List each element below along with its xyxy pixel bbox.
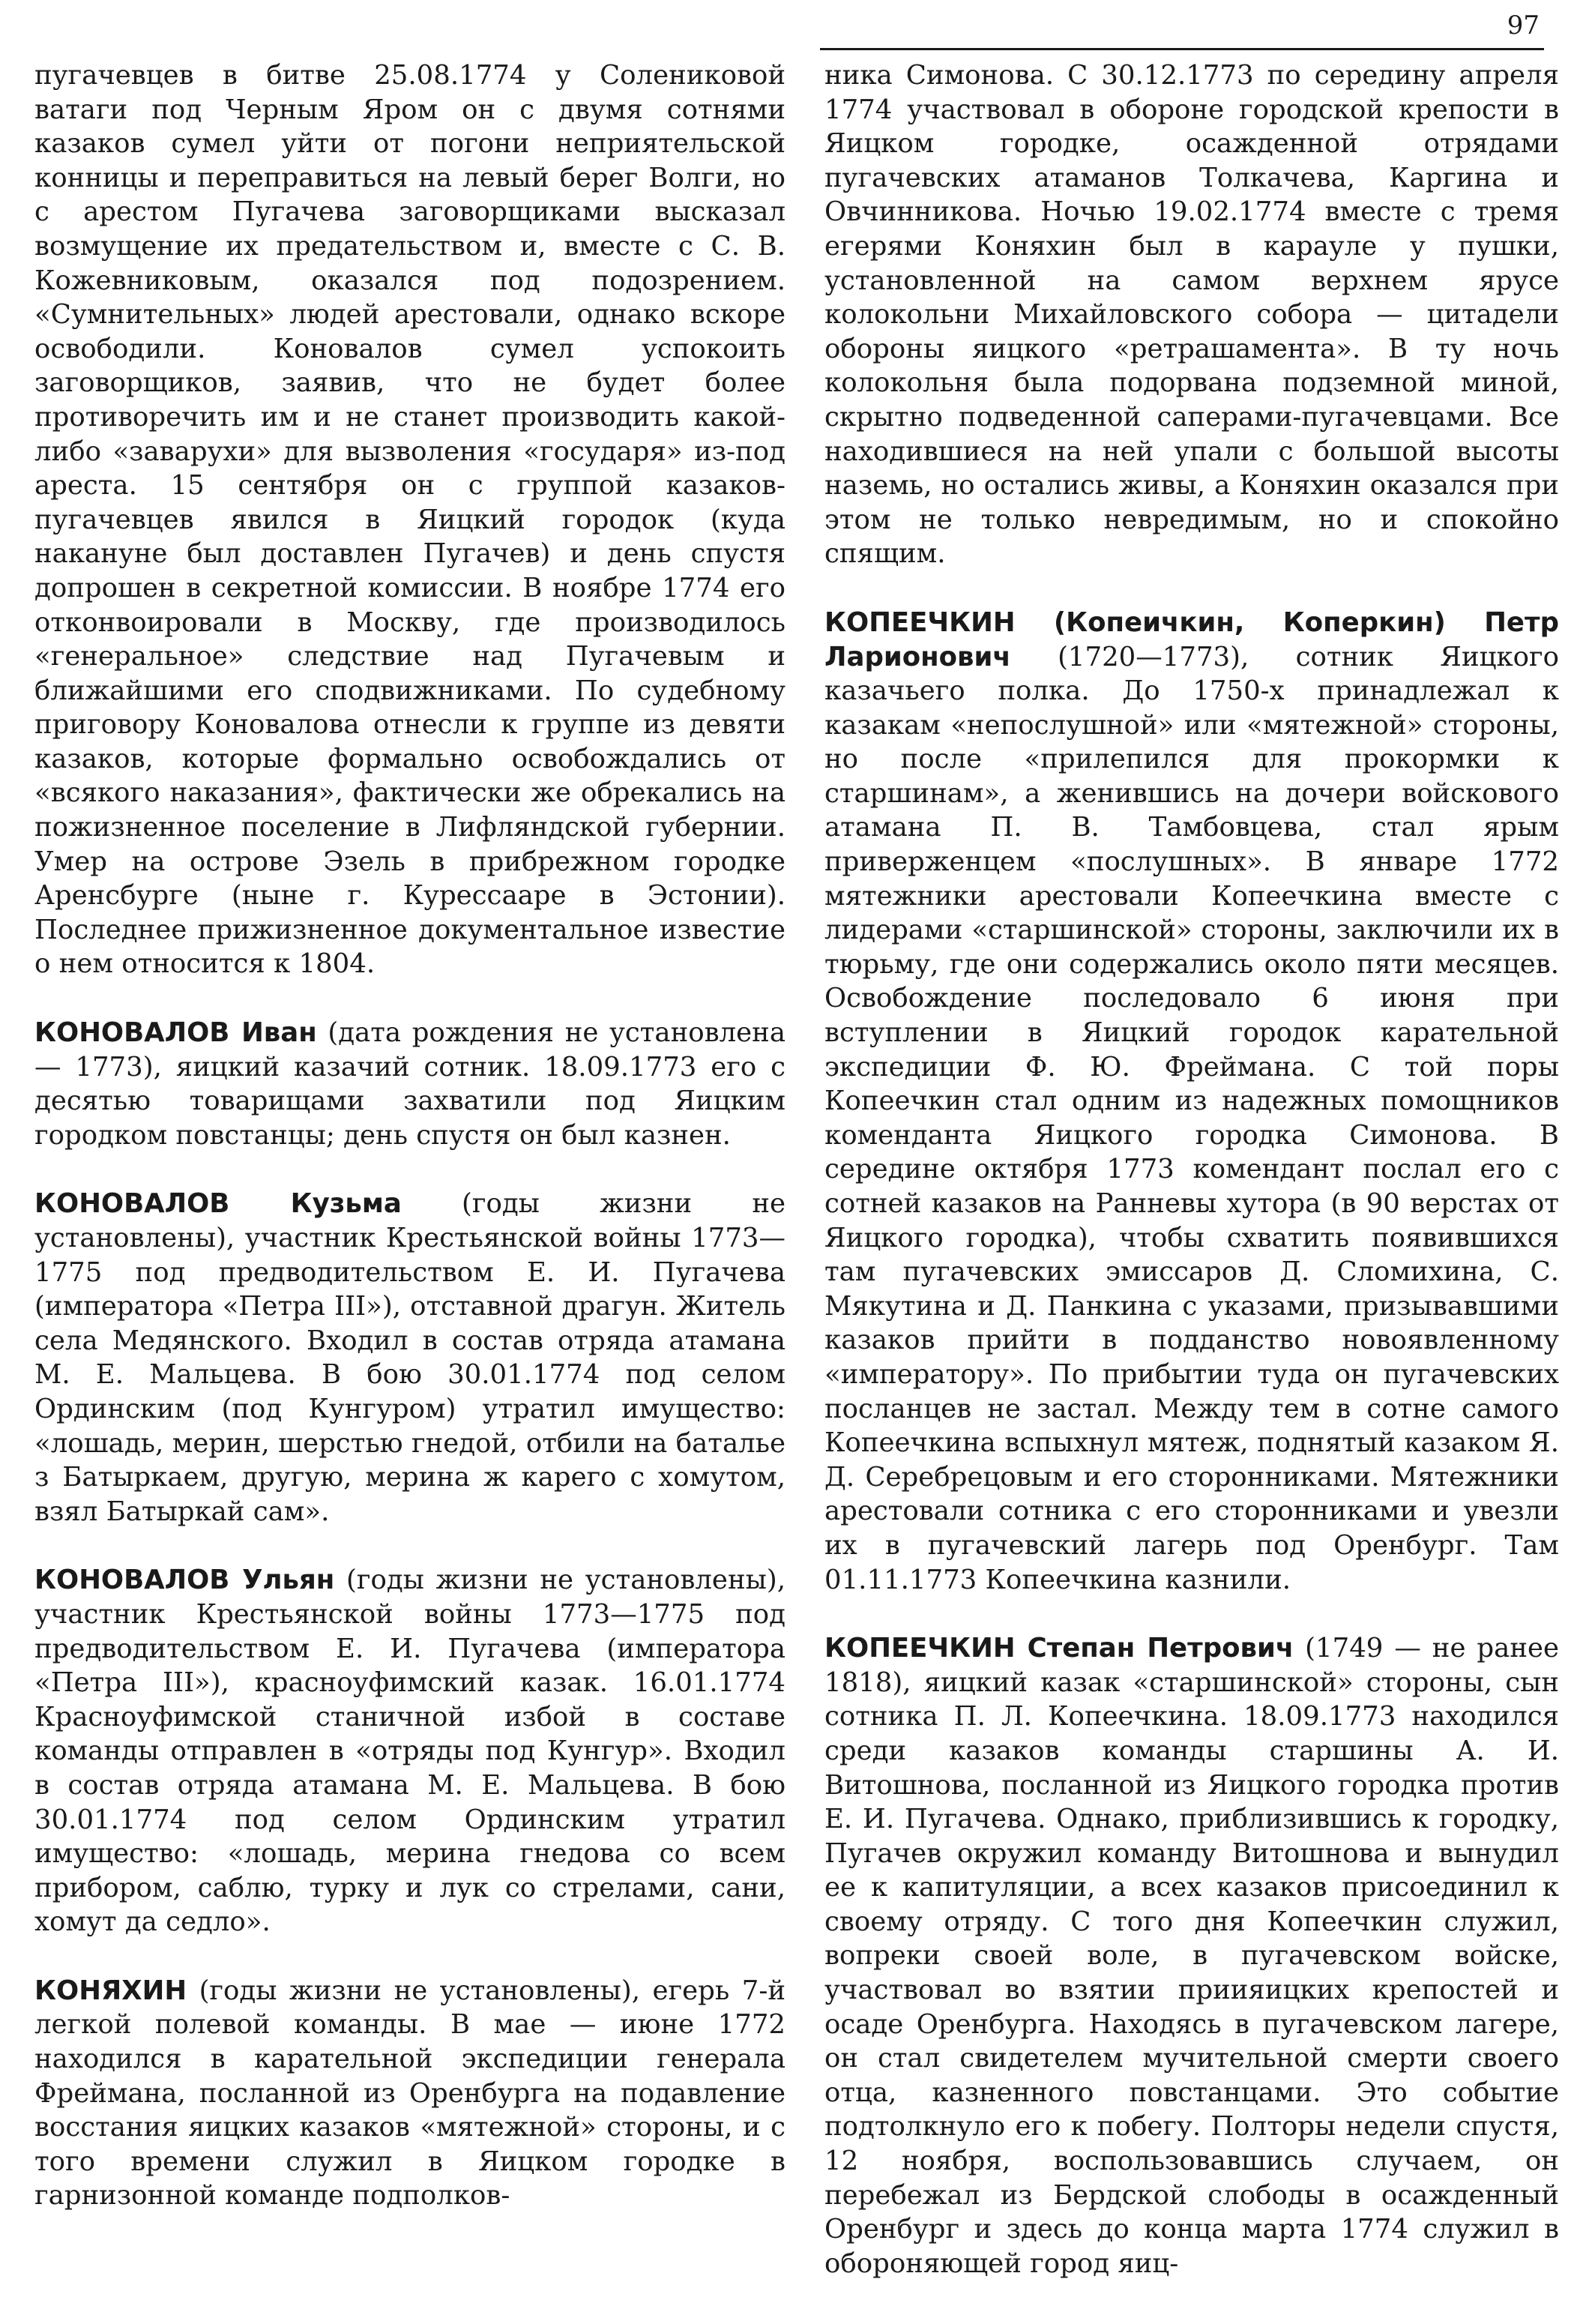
continued-paragraph: пугачевцев в битве 25.08.1774 у Солениковой ватаги под Черным Яром он с двумя сотнями казаков сумел уйти от погони неприятельской конницы и переправиться на левый берег Волги, но с арестом Пугачева заговорщиками высказал возмущение их предательством и, вместе с С. В. Кожевниковым, оказался под подозрением. «Сумнительных» людей арестовали, однако вскоре освободили. Коновалов сумел успокоить заговорщиков, заявив, что не будет более противоречить им и не станет производить какой-либо «заварухи» для вызволения «государя» из-под ареста. 15 сентября он с группой казаков-пугачевцев явился в Яицкий городок (куда накануне был доставлен Пугачев) и день спустя допрошен в секретной комиссии. В ноябре 1774 его отконвоировали в Москву, где производилось «генеральное» следствие над Пугачевым и ближайшими его сподвижниками. По судебному приговору Коновалова отнесли к группе из девяти казаков, которые формально освобождались от «всякого наказания», фактически же обрекались на пожизненное поселение в Лифляндской губернии. Умер на острове Эзель в прибрежном городке Аренсбурге (ныне г. Курессааре в Эстонии). Последнее прижизненное документальное известие о нем относится к 1804. [34, 60, 786, 980]
entry-text: (годы жизни не установлены), участник Крестьянской войны 1773—1775 под предводительством Е. И. Пугачева (императора «Петра III»), красноуфимский казак. 16.01.1774 Красноуфимской станичной избой в составе команды отправлен в «отряды под Кунгур». Входил в состав отряда атамана М. Е. Мальцева. В бою 30.01.1774 под селом Ординским утратил имущество: «лошадь, мерина гнедова со всем прибором, саблю, турку и лук со стрелами, сани, хомут да седло». [34, 1565, 786, 1938]
entry-text: (годы жизни не установлены), егерь 7-й легкой полевой команды. В мае — июне 1772 находился в карательной экспедиции генерала Фреймана, посланной из Оренбурга на подавление восстания яицких казаков «мятежной» стороны, и с того времени служил в Яицком городке в гарнизонной команде подполков- [34, 1975, 786, 2212]
page-number: 97 [1507, 10, 1540, 40]
entry-kopeechkin-stepan [824, 1631, 1559, 2281]
entry-text: (годы жизни не установлены), участник Крестьянской войны 1773—1775 под предводительством Е. И. Пугачева (императора «Петра III»), отставной драгун. Житель села Медянского. Входил в состав отряда атамана М. Е. Мальцева. В бою 30.01.1774 под селом Ординским (под Кунгуром) утратил имущество: «лошадь, мерин, шерстью гнедой, отбили на баталье з Батыркаем, другую, мерина ж карего с хомутом, взял Батыркай сам». [34, 1188, 786, 1527]
headword: КОНЯХИН [34, 1975, 187, 2006]
entry-text: (1749 — не ранее 1818), яицкий казак «старшинской» стороны, сын сотника П. Л. Копеечкина. 18.09.1773 находился среди казаков команды старшины А. И. Витошнова, посланной из Яицкого городка против Е. И. Пугачева. Однако, приблизившись к городку, Пугачев окружил команду Витошнова и вынудил ее к капитуляции, а всех казаков присоединил к своему отряду. С того дня Копеечкин служил, вопреки своей воле, в пугачевском войске, участвовал во взятии приияицких крепостей и осаде Оренбурга. Находясь в пугачевском лагере, он стал свидетелем мучительной смерти своего отца, казненного повстанцами. Это событие подтолкнуло его к побегу. Полторы недели спустя, 12 ноября, воспользовавшись случаем, он перебежал из Бердской слободы в осажденный Оренбург и здесь до конца марта 1774 служил в обороняющей город яиц- [824, 1633, 1559, 2279]
entry-konovalov-ivan [34, 1016, 786, 1152]
headword: КОНОВАЛОВ Ульян [34, 1565, 335, 1596]
headword: КОПЕЕЧКИН (Копеичкин, Коперкин) Петр Ларионович [824, 606, 1559, 672]
headword: КОНОВАЛОВ Иван [34, 1017, 317, 1049]
entry-kopeechkin-petr [824, 606, 1559, 1597]
entry-konyakhin [34, 1974, 786, 2213]
left-column [34, 58, 786, 2213]
right-column [824, 58, 1559, 2281]
entry-text: (дата рождения не установлена — 1773), яицкий казачий сотник. 18.09.1773 его с десятью товарищами захватили под Яицким городком повстанцы; день спустя он был казнен. [34, 1017, 786, 1151]
header-rule [820, 48, 1544, 50]
headword: КОПЕЕЧКИН Степан Петрович [824, 1633, 1294, 1664]
headword: КОНОВАЛОВ Кузьма [34, 1188, 402, 1220]
entry-text: (1720—1773), сотник Яицкого казачьего полка. До 1750-х принадлежал к казакам «непослушной» или «мятежной» стороны, но после «прилепился для прокормки к старшинам», а женившись на дочери войскового атамана П. В. Тамбовцева, стал ярым приверженцем «послушных». В январе 1772 мятежники арестовали Копеечкина вместе с лидерами «старшинской» стороны, заключили их в тюрьму, где они содержались около пяти месяцев. Освобождение последовало 6 июня при вступлении в Яицкий городок карательной экспедиции Ф. Ю. Фреймана. С той поры Копеечкин стал одним из надежных помощников коменданта Яицкого городка Симонова. В середине октября 1773 комендант послал его с сотней казаков на Ранневы хутора (в 90 верстах от Яицкого городка), чтобы схватить появившихся там пугачевских эмиссаров Д. Сломихина, С. Мякутина и Д. Панкина с указами, призывавшими казаков прийти в подданство новоявленному «императору». По прибытии туда он пугачевских посланцев не застал. Между тем в сотне самого Копеечкина вспыхнул мятеж, поднятый казаком Я. Д. Серебрецовым и его сторонниками. Мятежники арестовали сотника с его сторонниками и увезли их в пугачевский лагерь под Оренбург. Там 01.11.1773 Копеечкина казнили. [824, 641, 1559, 1595]
entry-konovalov-ulyan [34, 1563, 786, 1939]
continued-paragraph: ника Симонова. С 30.12.1773 по середину апреля 1774 участвовал в обороне городской крепости в Яицком городке, осажденной отрядами пугачевских атаманов Толкачева, Каргина и Овчинникова. Ночью 19.02.1774 вместе с тремя егерями Коняхин был в карауле у пушки, установленной на самом верхнем ярусе колокольни Михайловского собора — цитадели обороны яицкого «ретрашамента». В ту ночь колокольня была подорвана подземной миной, скрытно подведенной саперами-пугачевцами. Все находившиеся на ней упали с большой высоты наземь, но остались живы, а Коняхин оказался при этом не только невредимым, но и спокойно спящим. [824, 60, 1559, 570]
entry-konovalov-kuzma [34, 1187, 786, 1529]
